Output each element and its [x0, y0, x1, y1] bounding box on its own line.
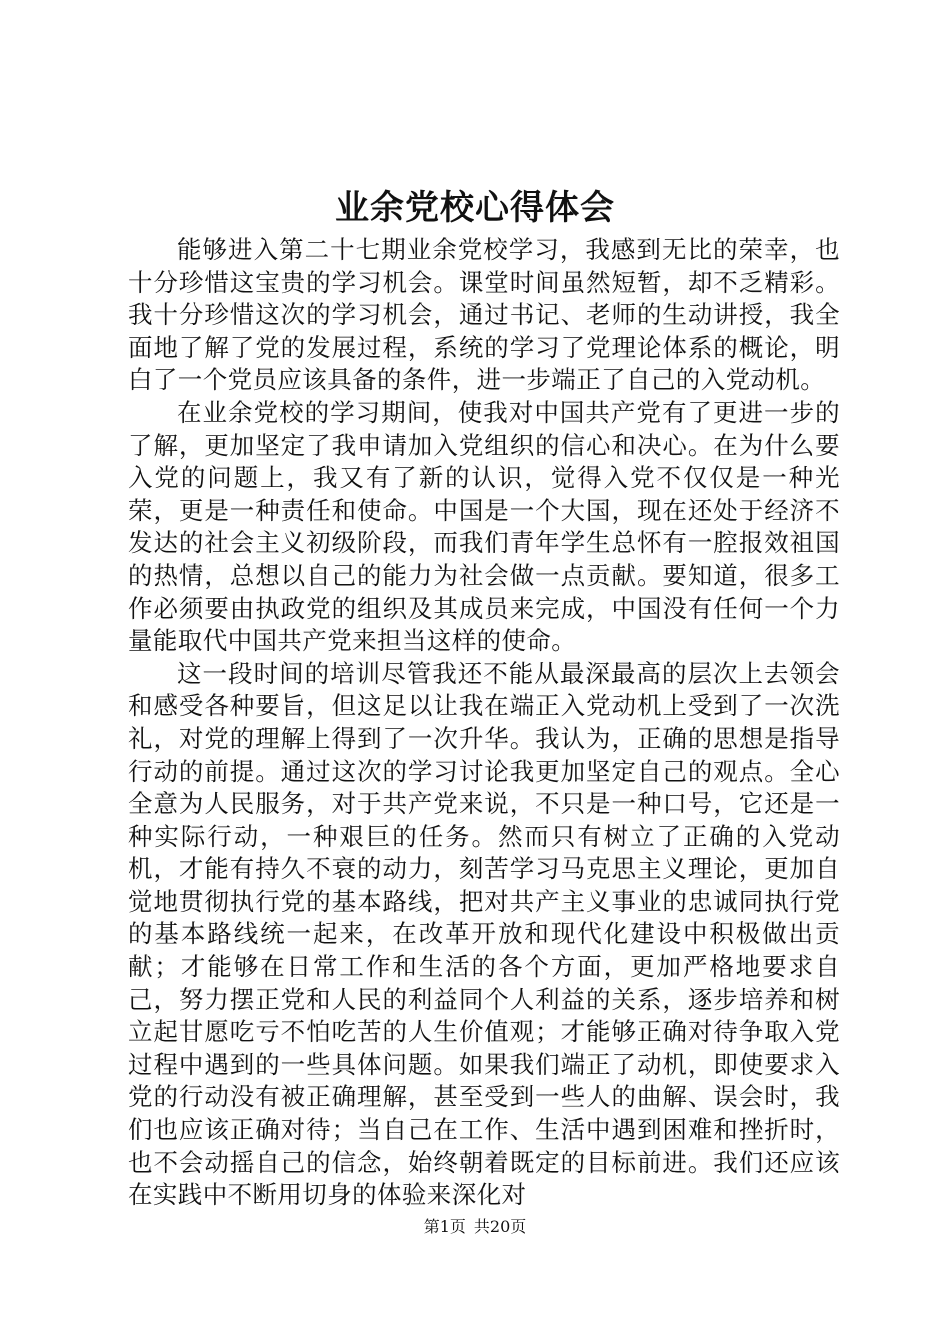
- page-total: 共20页: [473, 1217, 527, 1236]
- document-body: [128, 234, 840, 1212]
- document-title: 业余党校心得体会: [335, 188, 615, 228]
- page-footer: [0, 1216, 950, 1238]
- paragraph-3: 这一段时间的培训尽管我还不能从最深最高的层次上去领会和感受各种要旨，但这足以让我在端正入党动机上受到了一次洗礼，对党的理解上得到了一次升华。我认为，正确的思想是指导行动的前提。通过这次的学习讨论我更加坚定自己的观点。全心全意为人民服务，对于共产党来说，不只是一种口号，它还是一种实际行动，一种艰巨的任务。然而只有树立了正确的入党动机，才能有持久不衰的动力，刻苦学习马克思主义理论，更加自觉地贯彻执行党的基本路线，把对共产主义事业的忠诚同执行党的基本路线统一起来，在改革开放和现代化建设中积极做出贡献；才能够在日常工作和生活的各个方面，更加严格地要求自己，努力摆正党和人民的利益同个人利益的关系，逐步培养和树立起甘愿吃亏不怕吃苦的人生价值观；才能够正确对待争取入党过程中遇到的一些具体问题。如果我们端正了动机，即使要求入党的行动没有被正确理解，甚至受到一些人的曲解、误会时，我们也应该正确对待；当自己在工作、生活中遇到困难和挫折时，也不会动摇自己的信念，始终朝着既定的目标前进。我们还应该在实践中不断用切身的体验来深化对: [128, 658, 840, 1210]
- paragraph-1: 能够进入第二十七期业余党校学习，我感到无比的荣幸，也十分珍惜这宝贵的学习机会。课堂时间虽然短暂，却不乏精彩。我十分珍惜这次的学习机会，通过书记、老师的生动讲授，我全面地了解了党的发展过程，系统的学习了党理论体系的概论，明白了一个党员应该具备的条件，进一步端正了自己的入党动机。: [128, 235, 840, 395]
- page-number: 第1页: [423, 1217, 466, 1236]
- paragraph-2: 在业余党校的学习期间，使我对中国共产党有了更进一步的了解，更加坚定了我申请加入党组织的信心和决心。在为什么要入党的问题上，我又有了新的认识，觉得入党不仅仅是一种光荣，更是一种责任和使命。中国是一个大国，现在还处于经济不发达的社会主义初级阶段，而我们青年学生总怀有一腔报效祖国的热情，总想以自己的能力为社会做一点贡献。要知道，很多工作必须要由执政党的组织及其成员来完成，中国没有任何一个力量能取代中国共产党来担当这样的使命。: [128, 397, 840, 656]
